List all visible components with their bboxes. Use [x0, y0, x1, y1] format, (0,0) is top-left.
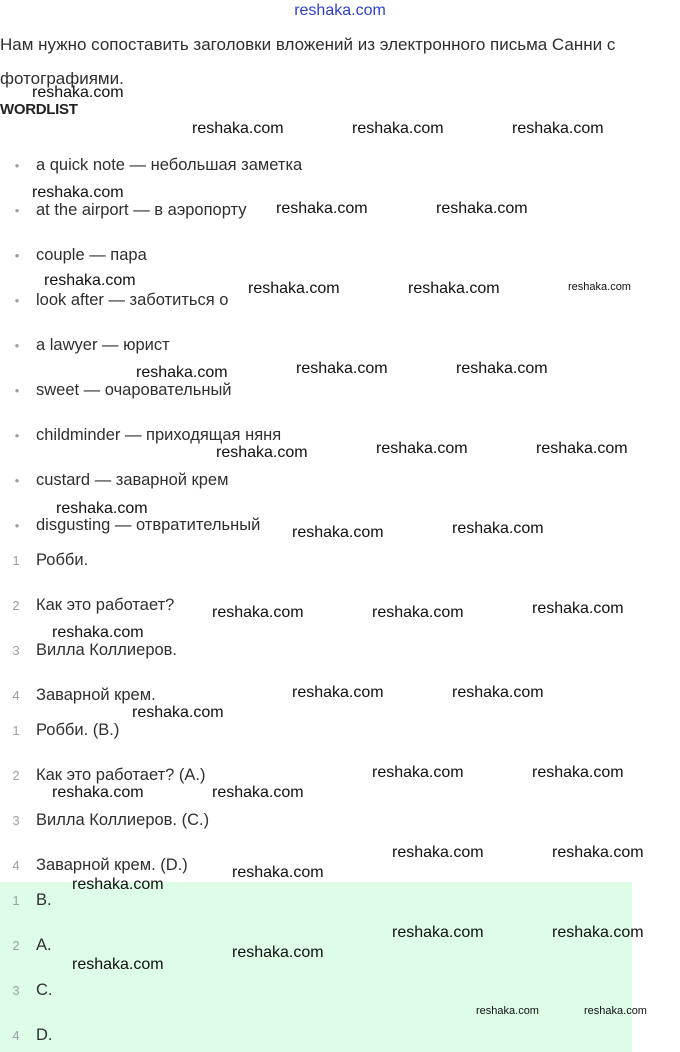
watermark: reshaka.com: [392, 924, 484, 941]
watermark: reshaka.com: [408, 280, 500, 297]
list-item: [0, 287, 228, 313]
wordlist-heading: WORDLIST: [0, 101, 78, 118]
watermark: reshaka.com: [452, 684, 544, 701]
list-item: [0, 467, 228, 493]
matched-text: Вилла Коллиеров. (C.): [36, 810, 210, 829]
matched-item: [0, 852, 188, 878]
watermark: reshaka.com: [292, 524, 384, 541]
matched-item: [0, 807, 209, 833]
matched-text: Как это работает? (A.): [36, 765, 206, 784]
watermark: reshaka.com: [452, 520, 544, 537]
watermark: reshaka.com: [584, 1005, 647, 1017]
watermark: reshaka.com: [32, 184, 124, 201]
watermark: reshaka.com: [552, 844, 644, 861]
watermark: reshaka.com: [536, 440, 628, 457]
item-number: 4: [12, 687, 20, 703]
list-item-text: a lawyer — юрист: [36, 335, 170, 354]
item-number: 2: [12, 937, 20, 953]
list-item-text: disgusting — отвратительный: [36, 515, 261, 534]
item-number: 1: [12, 892, 20, 908]
watermark: reshaka.com: [216, 444, 308, 461]
matched-text: Заварной крем. (D.): [36, 855, 188, 874]
watermark: reshaka.com: [372, 764, 464, 781]
item-number: 3: [12, 642, 20, 658]
item-number: 4: [12, 1027, 20, 1043]
list-item-text: sweet — очаровательный: [36, 380, 232, 399]
answer-text: A.: [36, 935, 52, 954]
heading-item: [0, 592, 174, 618]
answer-text: D.: [36, 1025, 53, 1044]
site-link[interactable]: reshaka.com: [294, 2, 386, 19]
watermark: reshaka.com: [568, 281, 631, 293]
heading-text: Вилла Коллиеров.: [36, 640, 178, 659]
item-number: 1: [12, 722, 20, 738]
matched-text: Робби. (B.): [36, 720, 120, 739]
watermark: reshaka.com: [392, 844, 484, 861]
item-number: 4: [12, 857, 20, 873]
watermark: reshaka.com: [136, 364, 228, 381]
matched-item: [0, 717, 119, 743]
watermark: reshaka.com: [32, 84, 124, 101]
list-item: [0, 152, 302, 178]
answer-item: [0, 977, 53, 1003]
bullet-icon: [0, 473, 35, 488]
heading-text: Робби.: [36, 550, 89, 569]
watermark: reshaka.com: [52, 784, 144, 801]
watermark: reshaka.com: [292, 684, 384, 701]
watermark: reshaka.com: [44, 272, 136, 289]
heading-text: Заварной крем.: [36, 685, 156, 704]
list-item-text: at the airport — в аэропорту: [36, 200, 247, 219]
list-item-text: a quick note — небольшая заметка: [36, 155, 303, 174]
watermark: reshaka.com: [56, 500, 148, 517]
list-item-text: couple — пара: [36, 245, 147, 264]
bullet-icon: [0, 158, 35, 173]
watermark: reshaka.com: [276, 200, 368, 217]
watermark: reshaka.com: [296, 360, 388, 377]
item-number: 3: [12, 812, 20, 828]
watermark: reshaka.com: [376, 440, 468, 457]
answer-item: [0, 887, 52, 913]
watermark: reshaka.com: [232, 944, 324, 961]
watermark: reshaka.com: [352, 120, 444, 137]
watermark: reshaka.com: [212, 784, 304, 801]
bullet-icon: [0, 203, 35, 218]
list-item-text: childminder — приходящая няня: [36, 425, 282, 444]
answer-item: [0, 932, 52, 958]
watermark: reshaka.com: [72, 876, 164, 893]
watermark: reshaka.com: [52, 624, 144, 641]
watermark: reshaka.com: [512, 120, 604, 137]
item-number: 2: [12, 767, 20, 783]
bullet-icon: [0, 293, 35, 308]
task-intro: Нам нужно сопоставить заголовки вложений из электронного письма Санни с фотографиями.: [0, 35, 616, 88]
item-number: 2: [12, 597, 20, 613]
bullet-icon: [0, 428, 35, 443]
bullet-icon: [0, 338, 35, 353]
bullet-icon: [0, 383, 35, 398]
watermark: reshaka.com: [232, 864, 324, 881]
list-item: [0, 242, 147, 268]
answer-text: B.: [36, 890, 52, 909]
watermark: reshaka.com: [72, 956, 164, 973]
item-number: 3: [12, 982, 20, 998]
answer-item: [0, 1022, 53, 1048]
watermark: reshaka.com: [532, 600, 624, 617]
watermark: reshaka.com: [476, 1005, 539, 1017]
list-item: [0, 332, 170, 358]
bullet-icon: [0, 248, 35, 263]
watermark: reshaka.com: [132, 704, 224, 721]
item-number: 1: [12, 552, 20, 568]
heading-text: Как это работает?: [36, 595, 175, 614]
heading-item: [0, 547, 88, 573]
answer-text: C.: [36, 980, 53, 999]
watermark: reshaka.com: [372, 604, 464, 621]
list-item-text: look after — заботиться о: [36, 290, 229, 309]
watermark: reshaka.com: [456, 360, 548, 377]
watermark: reshaka.com: [436, 200, 528, 217]
watermark: reshaka.com: [552, 924, 644, 941]
bullet-icon: [0, 518, 35, 533]
watermark: reshaka.com: [192, 120, 284, 137]
watermark: reshaka.com: [532, 764, 624, 781]
list-item-text: custard — заварной крем: [36, 470, 229, 489]
watermark: reshaka.com: [212, 604, 304, 621]
watermark: reshaka.com: [248, 280, 340, 297]
